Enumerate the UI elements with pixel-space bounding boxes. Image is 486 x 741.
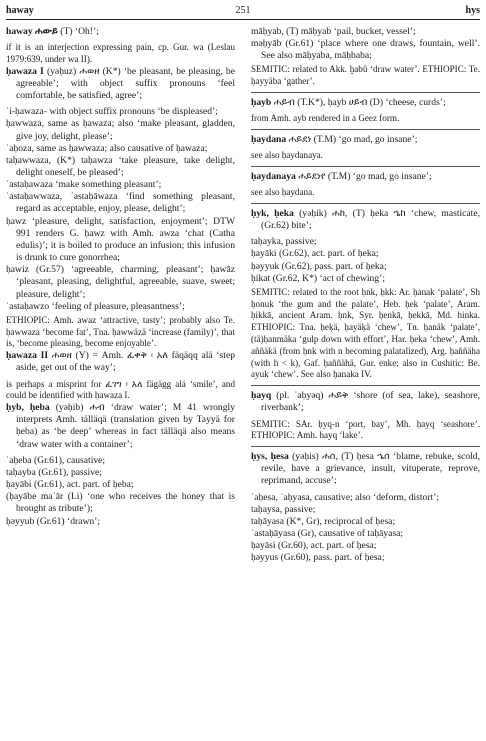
derived-form: taḥāyasa (K*, Gr), reciprocal of ḥesa; bbox=[251, 515, 396, 527]
headword: ḥawaza II bbox=[6, 350, 49, 362]
entry-separator bbox=[251, 446, 480, 447]
derived-form: māḥyab, (T) māḥyab ‘pail, bucket, vessel’; bbox=[251, 26, 416, 37]
definition-text: ሐይደነየ (T.M) ‘go mad, go insane’; bbox=[295, 170, 432, 182]
definition-text: ሐይደነ (T.M) ‘go mad, go insane’; bbox=[286, 134, 418, 146]
derived-form: ḥəyyub (Gr.61) ‘drawn’; bbox=[6, 515, 101, 527]
etymology-note: SEMITIC: related to Akk. ḫabû ‘draw water’. ETHIOPIC: Te. ḥayyäba ‘gather’. bbox=[251, 64, 480, 87]
headword: ḥyk, ḥeka bbox=[251, 207, 294, 219]
definition-text: ሐይብ (T.K*), ḥayb ሀይብ (D) ‘cheese, curds’; bbox=[271, 97, 446, 109]
header-rule bbox=[6, 19, 480, 20]
headword: ḥys, ḥesa bbox=[251, 451, 289, 463]
dictionary-entry bbox=[251, 97, 480, 109]
derived-form: ḥayāki (Gr.62), act. part. of ḥeka; bbox=[251, 248, 379, 260]
definition-text: (yəḥis) ሐሰ, (T) ḥesa ኄሰ ‘blame, rebuke, scold, revile, have a grievance, insult, vituperate, reprove, reprimand, accuse’; bbox=[261, 451, 480, 487]
derived-form: taḥaysa, passive; bbox=[251, 503, 316, 515]
derived-form: ʾastaḥāyasa (Gr), causative of taḥāyasa; bbox=[251, 528, 404, 540]
derived-form: ʾastaḥawzo ‘feeling of pleasure, pleasantness’; bbox=[6, 300, 185, 312]
etymology-note: if it is an interjection expressing pain, cp. Gur. wa (Leslau 1979:639, under wa II). bbox=[6, 42, 235, 64]
headword: ḥawaza I bbox=[6, 65, 44, 77]
derived-form: taḥayka, passive; bbox=[251, 236, 317, 248]
left-column bbox=[6, 26, 235, 737]
derived-form: taḥayba (Gr.61), passive; bbox=[6, 466, 102, 478]
dictionary-entry bbox=[6, 66, 235, 102]
headword: ḥayb bbox=[251, 97, 272, 109]
dictionary-entry bbox=[251, 208, 480, 232]
header-left-guideword: haway bbox=[6, 5, 34, 16]
etymology-note: is perhaps a misprint for ፈገግ ፡ አለ fägägg alä ‘smile’, and could be identified with ḥawaza I. bbox=[6, 378, 235, 401]
derived-form: ʾaḥesa, ʾaḥyasa, causative; also ‘deform, distort’; bbox=[251, 491, 440, 503]
entry-separator bbox=[251, 166, 480, 167]
definition-text: (pl. ʾaḥyəq) ሐይቅ ‘shore (of sea, lake), seashore, riverbank’; bbox=[261, 390, 480, 414]
header-right-guideword: hys bbox=[465, 5, 480, 16]
page-number: 251 bbox=[235, 5, 251, 16]
derived-form: məḥyāb (Gr.61) ‘place where one draws, fountain, well’. See also māḥyaba, māḥbaba; bbox=[251, 38, 480, 62]
derived-form: ḥayāsi (Gr.60), act. part. of ḥesa; bbox=[251, 540, 377, 552]
etymology-note: SEMITIC: SAr. ḥyq-n ‘port, bay’, Mh. ḥayq ‘seashore’. ETHIOPIC: Amh. hayq ‘lake’. bbox=[251, 418, 480, 441]
etymology-note: SEMITIC: related to the root ḥnk, ḥkk: Ar. ḥanak ‘palate’, Sh ḥonuk ‘the gum and the palate’, Heb. ḥek ‘palate’, Aram. ḥikkā, ancient Aram. ḥnk, Syr. ḥenkā, ḥekkā, Md. hinka. ETHIOPIC: Tna. ḥeḳä, ḥayäḳä ‘chew’, Tn. ḥanäk ‘palate’, (tä)ḥanmäka ‘gulp down with effort’, Har. ḥeka ‘chew’, Amh. aññäkä (from ḥnk with n becoming palatalized), Arg. ḥaññäha (with h < k), Gaf. ḥaññähä, Gur. enke; also in Cushitic: Be. ayuk ‘chew’. See also ḥanaka IV. bbox=[251, 286, 480, 380]
headword: ḥaydanaya bbox=[251, 170, 296, 182]
dictionary-entry bbox=[251, 451, 480, 487]
dictionary-entry bbox=[6, 402, 235, 451]
etymology-note: from Amh. ayb rendered in a Geez form. bbox=[251, 113, 400, 124]
definition-text: (yəḥuz) ሐወዘ (K*) ‘be pleasant, be pleasing, be agreeable’; with object suffix pronouns ‘feel comfortable, be satisfied, agree’; bbox=[16, 65, 235, 102]
definition-text: (yəḥik) ሐከ, (T) ḥeka ኄከ ‘chew, masticate, (Gr.62) bite’; bbox=[261, 207, 480, 232]
entry-separator bbox=[251, 385, 480, 386]
derived-form: ḥawz ‘pleasure, delight, satisfaction, enjoyment’; DTW 991 renders G. ḥawz with Amh. awza ‘chat (Catha edulis)’; it is boiled to produce an infusion; this infusion is drunk to cure gonorrhea; bbox=[6, 215, 235, 264]
etymology-note: ETHIOPIC: Amh. awaz ‘attractive, tasty’; probably also Te. ḥawwaza ‘become fat’, Tna. ḥawwäzä ‘increase (family)’, that is, ‘become pleasing, become enjoyable’. bbox=[6, 314, 235, 349]
derived-form: ḥawiz (Gr.57) ‘agreeable, charming, pleasant’; ḥawāz ‘pleasant, pleasing, delightful, agreeable, suave, sweet; pleasure, delight’; bbox=[6, 264, 235, 300]
definition-text: (yəḥib) ሐብ ‘draw water’; M 41 wrongly interprets Amh. tälläqä (translation given by Tayyä for ḥeba) as ‘be deep’ whereas in fact tälläqä also means ‘draw water with a container’; bbox=[16, 402, 235, 450]
dictionary-entry bbox=[6, 350, 235, 374]
dictionary-entry bbox=[6, 26, 235, 38]
etymology-note: see also ḥaydana. bbox=[251, 187, 315, 198]
derived-form: taḥawwaza, (K*) taḥawza ‘take pleasure, take delight, delight oneself, be pleased’; bbox=[6, 154, 235, 178]
etymology-note: see also ḥaydanaya. bbox=[251, 150, 323, 161]
derived-form: ḥikat (Gr.62, K*) ‘act of chewing’; bbox=[251, 272, 386, 284]
running-header bbox=[6, 4, 480, 18]
derived-form: ḥəyyus (Gr.60), pass. part. of ḥesa; bbox=[251, 552, 385, 564]
entry-separator bbox=[251, 129, 480, 130]
entry-separator bbox=[251, 203, 480, 204]
derived-form: ʾaḥoza, same as ḥawwaza; also causative of ḥawaza; bbox=[6, 142, 208, 154]
definition-text: ሐወዘ (Y) = Amh. ፈቀቅ ፡ አለ fäqäqq alä ‘step aside, get out of the way’; bbox=[16, 350, 235, 374]
headword: ḥayq bbox=[251, 390, 272, 402]
dictionary-entry bbox=[251, 171, 480, 183]
derived-form: ʾastaḥawaza ‘make something pleasant’; bbox=[6, 179, 162, 191]
derived-form: ḥəyyuk (Gr.62), pass. part. of ḥeka; bbox=[251, 260, 387, 272]
headword: ḥyb, ḥeba bbox=[6, 402, 50, 414]
dictionary-entry bbox=[251, 134, 480, 146]
entry-separator bbox=[251, 92, 480, 93]
headword: ḥaydana bbox=[251, 134, 287, 146]
derived-form: ḥawwaza, same as ḥawaza; also ‘make pleasant, gladden, give joy, delight, please’; bbox=[6, 118, 235, 142]
definition-text: (T) ‘Oh!’; bbox=[57, 26, 99, 37]
derived-form: (ḥayābe maʾār (Li) ‘one who receives the honey that is brought as tribute’); bbox=[6, 491, 235, 515]
dictionary-entry bbox=[251, 390, 480, 414]
derived-form: ʾaḥeba (Gr.61), causative; bbox=[6, 454, 106, 466]
headword: haway ሐውይ bbox=[6, 26, 58, 37]
derived-form: ʾastaḥawwaza, ʾastaḥāwaza ‘find something pleasant, regard as acceptable, enjoy, please, delight’; bbox=[6, 191, 235, 215]
right-column bbox=[251, 26, 480, 737]
derived-form: ʾi-ḥawaza- with object suffix pronouns ‘be displeased’; bbox=[6, 106, 218, 118]
derived-form: ḥayābi (Gr.61), act. part. of ḥeba; bbox=[6, 479, 134, 491]
